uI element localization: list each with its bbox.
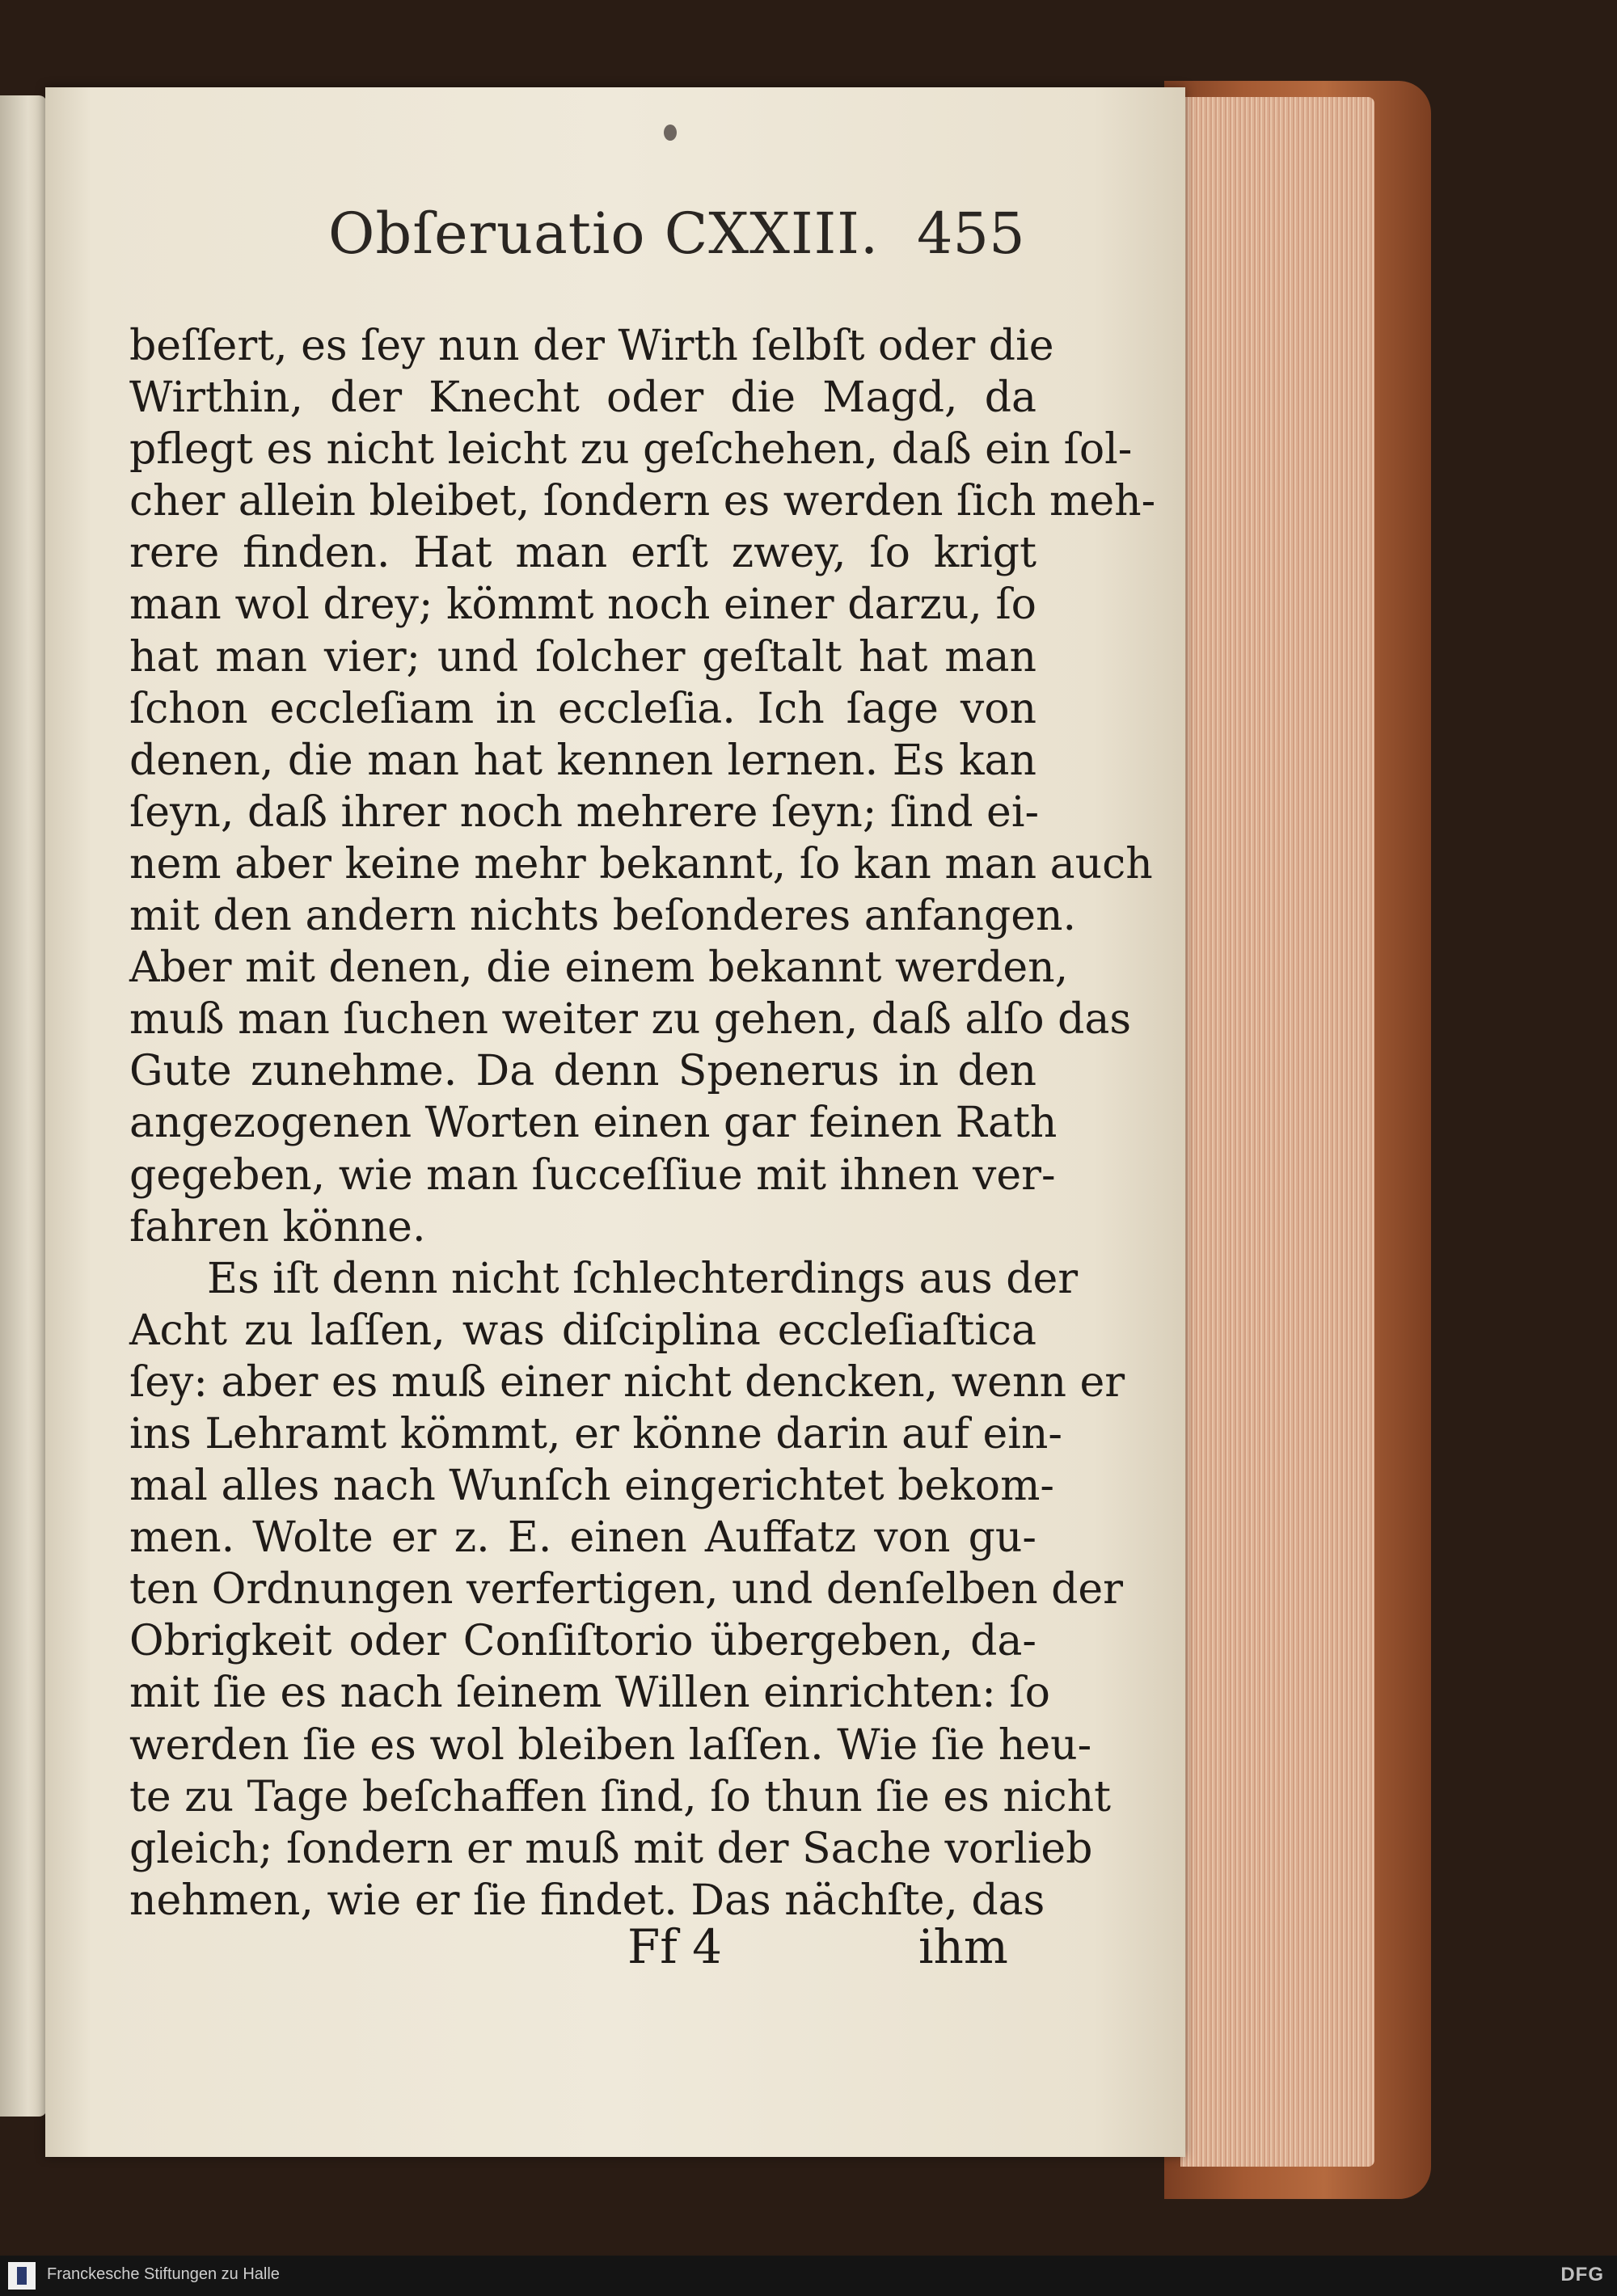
text-line: ten Ordnungen verfertigen, und denſelben der	[129, 1565, 1124, 1614]
text-line: mit den andern nichts beſonderes anfangen.	[129, 892, 1077, 941]
text-line: beſſert, es ſey nun der Wirth ſelbſt oder die	[129, 322, 1054, 370]
text-line: man wol drey; kömmt noch einer darzu, ſo	[129, 580, 1036, 630]
text-line: rere finden. Hat man erſt zwey, ſo krigt	[129, 529, 1036, 578]
page-edges	[1180, 97, 1374, 2167]
text-line: ſey: aber es muß einer nicht dencken, wenn er	[129, 1357, 1125, 1407]
institution-name: Franckesche Stiftungen zu Halle	[47, 2265, 280, 2283]
viewer-footer	[0, 2256, 1617, 2296]
text-line: Es iſt denn nicht ſchlechterdings aus der	[207, 1254, 1079, 1303]
text-line: ſeyn, daß ihrer noch mehrere ſeyn; ſind ei-	[129, 787, 1040, 837]
text-line: denen, die man hat kennen lernen. Es kan	[129, 736, 1036, 785]
dfg-logo: DFG	[1560, 2264, 1604, 2285]
page-number: 455	[917, 200, 1025, 267]
previous-page-edge	[0, 95, 47, 2117]
text-line: Obrigkeit oder Conſiſtorio übergeben, da-	[129, 1617, 1036, 1666]
body-text	[129, 320, 1156, 1927]
text-line: fahren könne.	[129, 1202, 426, 1251]
text-line: cher allein bleibet, ſondern es werden ſich meh-	[129, 477, 1156, 526]
text-line: mal alles nach Wunſch eingerichtet bekom-	[129, 1462, 1054, 1511]
text-line: Aber mit denen, die einem bekannt werden,	[129, 943, 1069, 993]
book-page	[45, 87, 1185, 2157]
catchword: ihm	[918, 1919, 1008, 1974]
text-line: hat man vier; und ſolcher geſtalt hat man	[129, 632, 1036, 682]
text-line: mit ſie es nach ſeinem Willen einrichten: ſo	[129, 1669, 1050, 1718]
text-line: Acht zu laſſen, was diſciplina eccleſiaſtica	[129, 1306, 1036, 1355]
text-line: ins Lehramt kömmt, er könne darin auf ein-	[129, 1409, 1062, 1458]
text-line: werden ſie es wol bleiben laſſen. Wie ſie heu-	[129, 1720, 1092, 1770]
text-line: gleich; ſondern er muß mit der Sache vorlieb	[129, 1824, 1093, 1873]
ink-spot	[664, 125, 677, 141]
text-line: nehmen, wie er ſie findet. Das nächſte, das	[129, 1876, 1045, 1925]
running-title: Obſeruatio CXXIII.	[328, 200, 880, 267]
text-line: Wirthin, der Knecht oder die Magd, da	[129, 374, 1036, 423]
text-line: te zu Tage beſchaffen ſind, ſo thun ſie es nicht	[129, 1772, 1112, 1821]
text-line: Gute zunehme. Da denn Spenerus in den	[129, 1047, 1036, 1096]
text-line: nem aber keine mehr bekannt, ſo kan man auch	[129, 839, 1153, 888]
signature-mark: Ff 4	[627, 1919, 723, 1974]
text-line: pflegt es nicht leicht zu geſchehen, daß ein ſol-	[129, 425, 1133, 475]
text-line: muß man ſuchen weiter zu gehen, daß alſo das	[129, 995, 1132, 1045]
text-line: ſchon eccleſiam in eccleſia. Ich ſage von	[129, 684, 1036, 733]
text-line: gegeben, wie man ſucceſſiue mit ihnen ver-	[129, 1150, 1056, 1200]
text-line: angezogenen Worten einen gar feinen Rath	[129, 1099, 1058, 1148]
institution-logo-icon	[8, 2262, 36, 2290]
text-line: men. Wolte er z. E. einen Auffatz von gu-	[129, 1513, 1036, 1563]
